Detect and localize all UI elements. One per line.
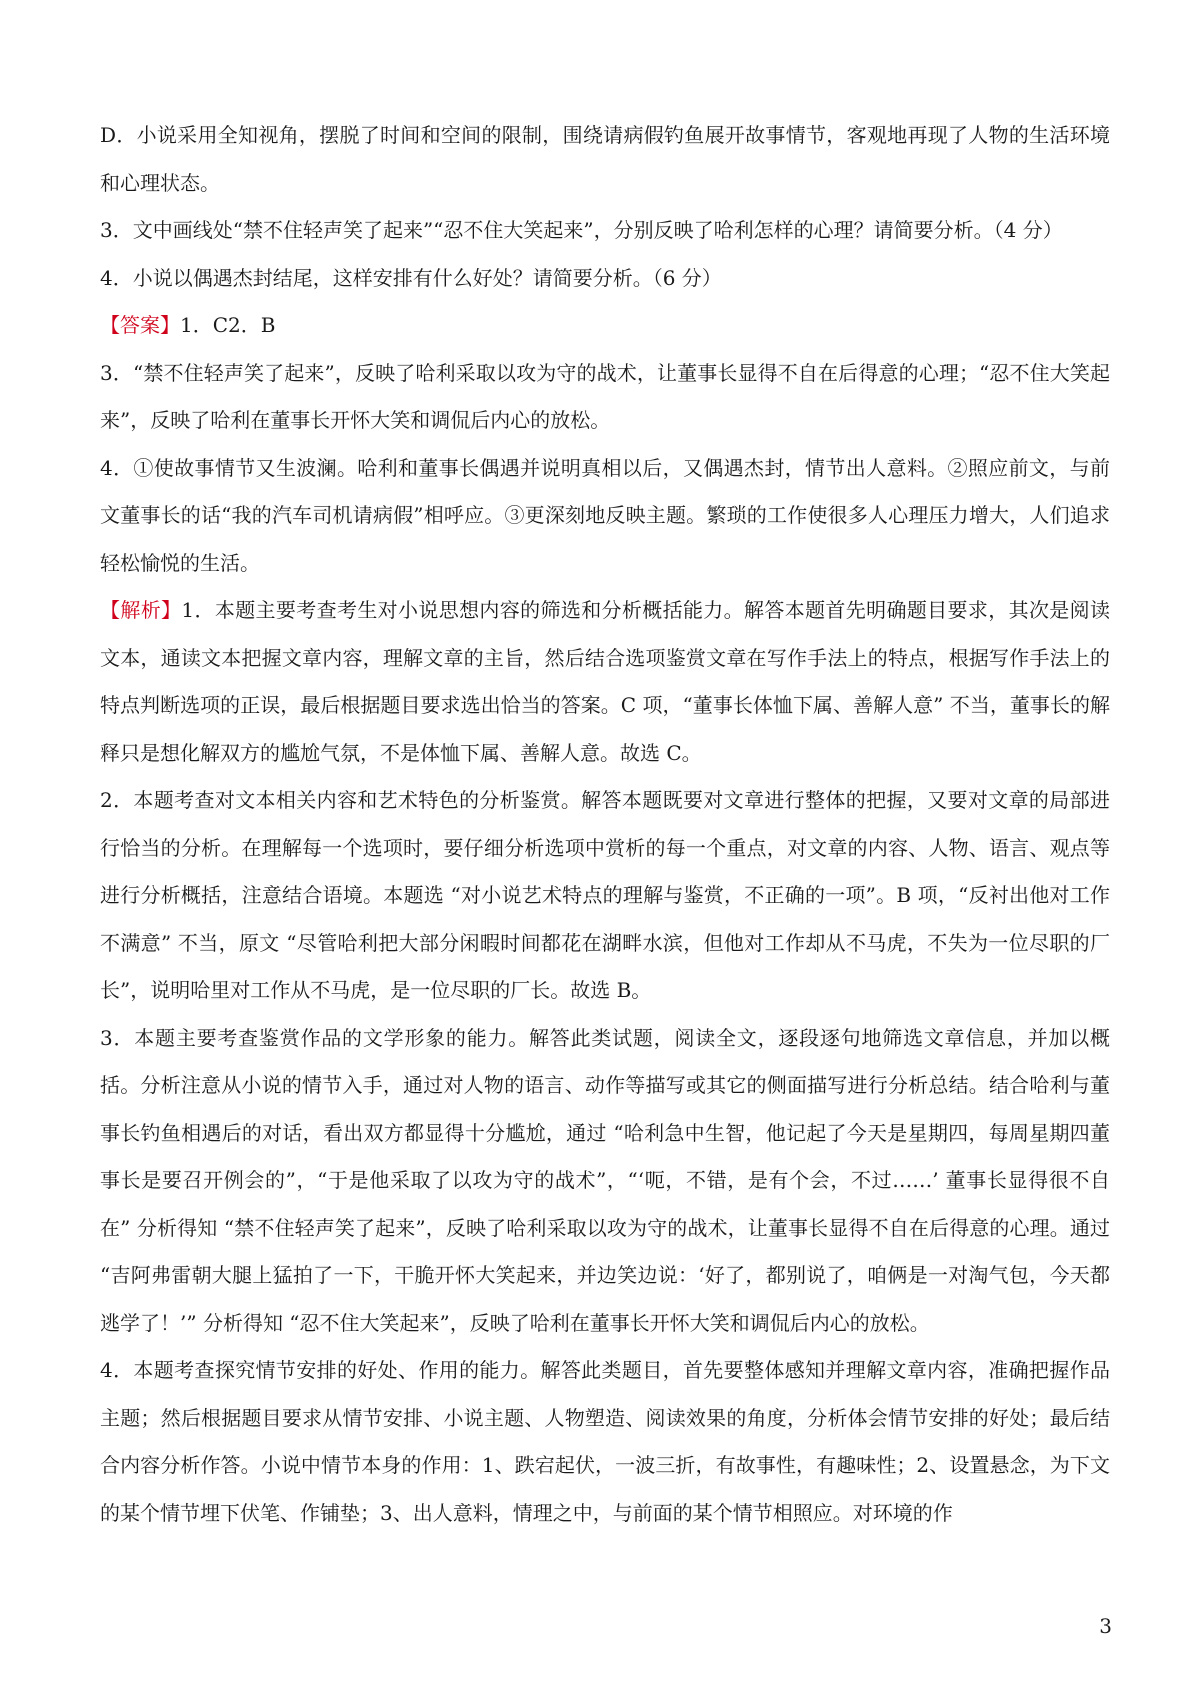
paragraph-text: D．小说采用全知视角，摆脱了时间和空间的限制，围绕请病假钓鱼展开故事情节，客观地再现了人物的生活环境和心理状态。	[100, 123, 1110, 195]
paragraph-text: 1．本题主要考查考生对小说思想内容的筛选和分析概括能力。解答本题首先明确题目要求，其次是阅读文本，通读文本把握文章内容，理解文章的主旨，然后结合选项鉴赏文章在写作手法上的特点，根据写作手法上的特点判断选项的正误，最后根据题目要求选出恰当的答案。C 项，“董事长体恤下属、善解人意” 不当，董事长的解释只是想化解双方的尴尬气氛，不是体恤下属、善解人意。故选 C。	[100, 598, 1111, 765]
paragraph-text: 4．①使故事情节又生波澜。哈利和董事长偶遇并说明真相以后，又偶遇杰封，情节出人意料。②照应前文，与前文董事长的话“我的汽车司机请病假”相呼应。③更深刻地反映主题。繁琐的工作使很多人心理压力增大，人们追求轻松愉悦的生活。	[100, 455, 1110, 575]
question-3	[100, 207, 1110, 255]
analysis-label: 【解析】	[100, 598, 182, 622]
answer-4	[100, 445, 1110, 588]
paragraph-text: 4．本题考查探究情节安排的好处、作用的能力。解答此类题目，首先要整体感知并理解文章内容，准确把握作品主题；然后根据题目要求从情节安排、小说主题、人物塑造、阅读效果的角度，分析体会情节安排的好处；最后结合内容分析作答。小说中情节本身的作用：1、跌宕起伏，一波三折，有故事性，有趣味性；2、设置悬念，为下文的某个情节埋下伏笔、作铺垫；3、出人意料，情理之中，与前面的某个情节相照应。对环境的作	[100, 1358, 1110, 1525]
answer-label: 【答案】	[100, 313, 180, 337]
document-body	[100, 112, 1110, 1537]
analysis-1	[100, 587, 1110, 777]
analysis-3	[100, 1015, 1110, 1348]
option-d-paragraph	[100, 112, 1110, 207]
answer-3	[100, 350, 1110, 445]
paragraph-text: 3．“禁不住轻声笑了起来”，反映了哈利采取以攻为守的战术，让董事长显得不自在后得意的心理；“忍不住大笑起来”，反映了哈利在董事长开怀大笑和调侃后内心的放松。	[100, 360, 1110, 432]
analysis-4	[100, 1347, 1110, 1537]
paragraph-text: 3．文中画线处“禁不住轻声笑了起来”“忍不住大笑起来”，分别反映了哈利怎样的心理？请简要分析。（4 分）	[100, 218, 1063, 242]
paragraph-text: 3．本题主要考查鉴赏作品的文学形象的能力。解答此类试题，阅读全文，逐段逐句地筛选文章信息，并加以概括。分析注意从小说的情节入手，通过对人物的语言、动作等描写或其它的侧面描写进行分析总结。结合哈利与董事长钓鱼相遇后的对话，看出双方都显得十分尴尬，通过 “哈利急中生智，他记起了今天是星期四，每周星期四董事长是要召开例会的”，“于是他采取了以攻为守的战术”，“‘呃，不错，是有个会，不过……’ 董事长显得很不自在” 分析得知 “禁不住轻声笑了起来”，反映了哈利采取以攻为守的战术，让董事长显得不自在后得意的心理。通过 “吉阿弗雷朝大腿上猛拍了一下，干脆开怀大笑起来，并边笑边说：‘好了，都别说了，咱俩是一对淘气包，今天都逃学了！’” 分析得知 “忍不住大笑起来”，反映了哈利在董事长开怀大笑和调侃后内心的放松。	[100, 1025, 1110, 1335]
page-number: 3	[1099, 1614, 1112, 1638]
question-4	[100, 255, 1110, 303]
paragraph-text: 1．C2．B	[180, 313, 276, 337]
paragraph-text: 4．小说以偶遇杰封结尾，这样安排有什么好处？请简要分析。（6 分）	[100, 265, 722, 290]
answer-heading	[100, 302, 1110, 350]
analysis-2	[100, 777, 1110, 1015]
paragraph-text: 2．本题考查对文本相关内容和艺术特色的分析鉴赏。解答本题既要对文章进行整体的把握，又要对文章的局部进行恰当的分析。在理解每一个选项时，要仔细分析选项中赏析的每一个重点，对文章的内容、人物、语言、观点等进行分析概括，注意结合语境。本题选 “对小说艺术特点的理解与鉴赏，不正确的一项”。B 项，“反衬出他对工作不满意” 不当，原文 “尽管哈利把大部分闲暇时间都花在湖畔水滨，但他对工作却从不马虎，不失为一位尽职的厂长”，说明哈里对工作从不马虎，是一位尽职的厂长。故选 B。	[100, 788, 1110, 1002]
